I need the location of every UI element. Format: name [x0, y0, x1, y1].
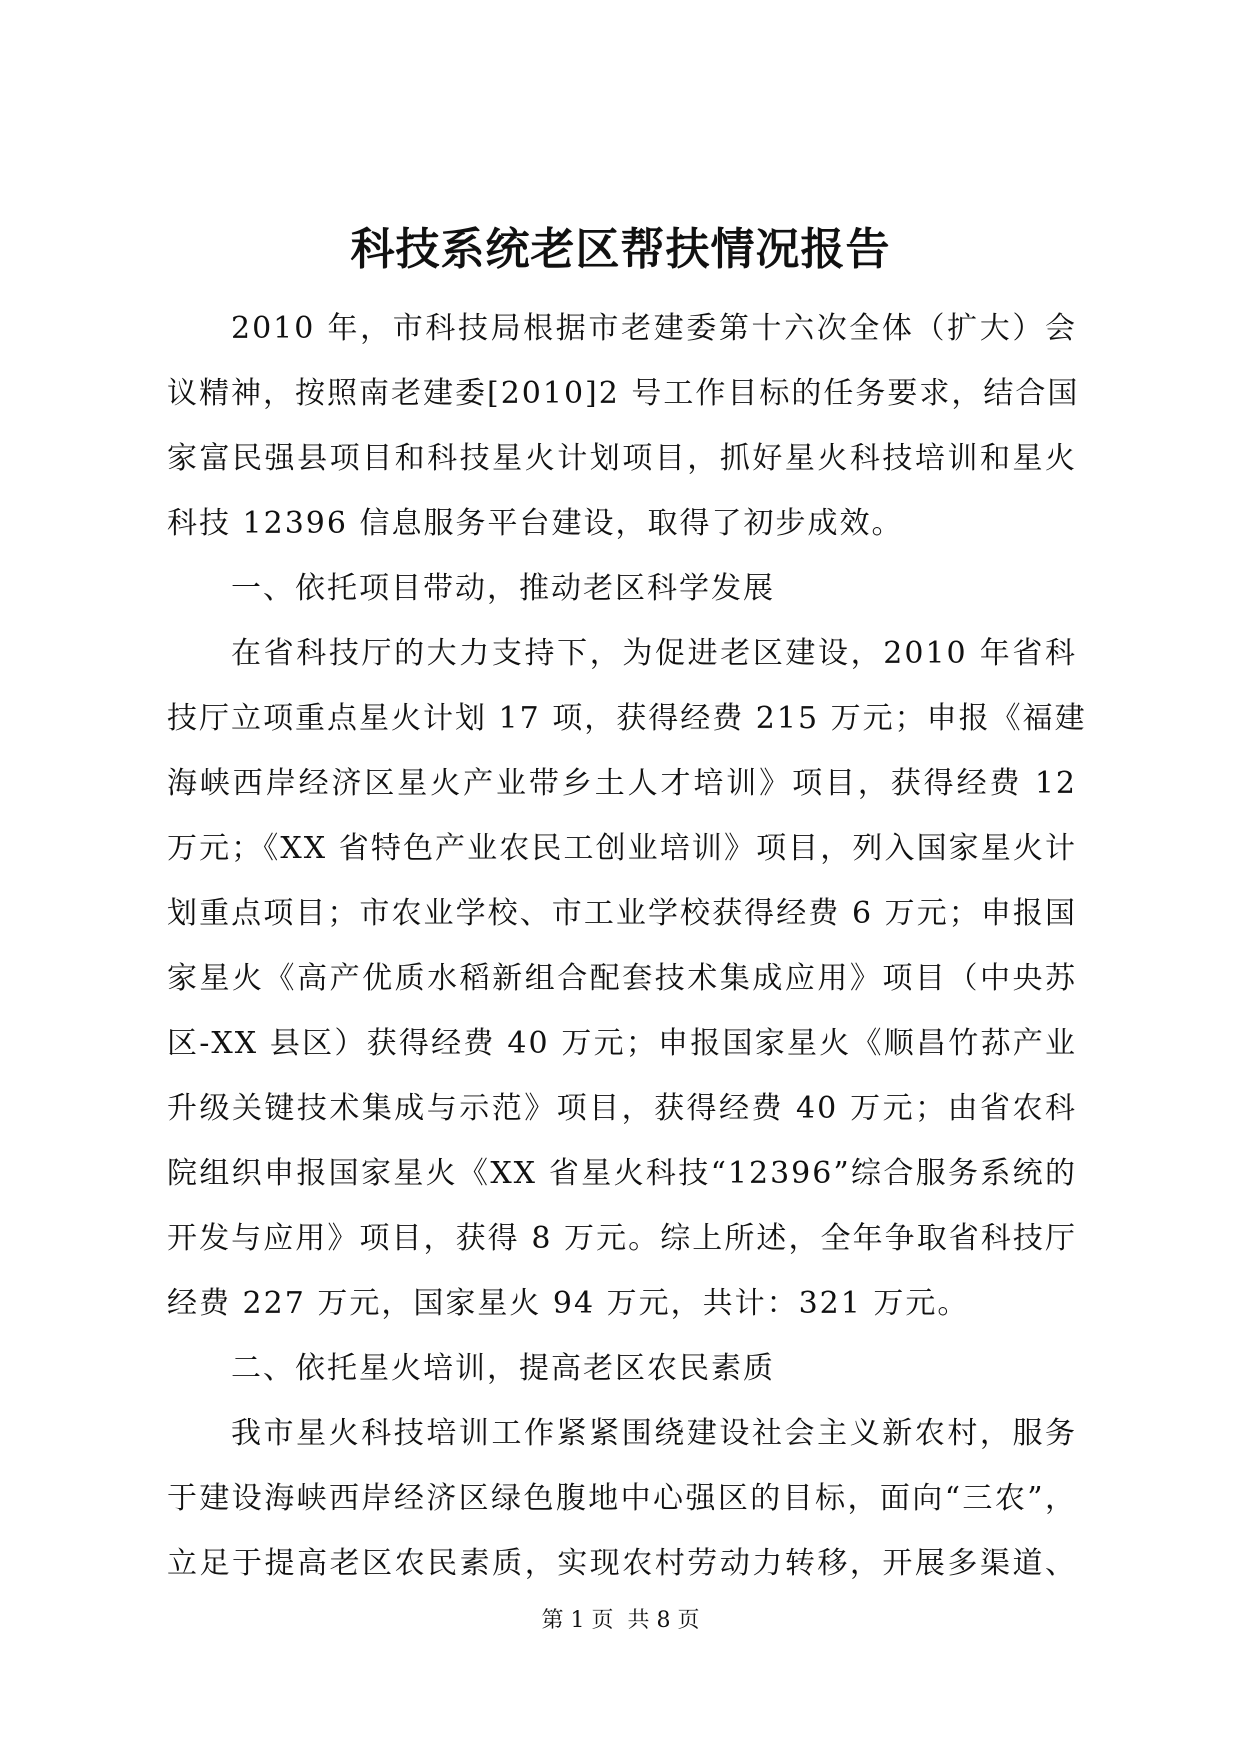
- body-line: 升级关键技术集成与示范》项目，获得经费 40 万元；由省农科: [167, 1091, 1077, 1126]
- body-line: 一、依托项目带动，推动老区科学发展: [231, 571, 775, 606]
- body-line: 技厅立项重点星火计划 17 项，获得经费 215 万元；申报《福建: [167, 701, 1087, 736]
- body-line: 在省科技厅的大力支持下，为促进老区建设，2010 年省科: [231, 636, 1077, 671]
- body-line: 海峡西岸经济区星火产业带乡土人才培训》项目，获得经费 12: [167, 766, 1077, 801]
- body-line: 议精神，按照南老建委[2010]2 号工作目标的任务要求，结合国: [167, 376, 1080, 411]
- body-line: 二、依托星火培训，提高老区农民素质: [231, 1351, 775, 1386]
- page-number-label: 第 1 页 共 8 页: [541, 1608, 700, 1633]
- body-line: 科技 12396 信息服务平台建设，取得了初步成效。: [167, 506, 904, 541]
- body-line: 于建设海峡西岸经济区绿色腹地中心强区的目标，面向“三农”，: [167, 1481, 1077, 1516]
- body-line: 划重点项目；市农业学校、市工业学校获得经费 6 万元；申报国: [167, 896, 1077, 931]
- body-line: 区-XX 县区）获得经费 40 万元；申报国家星火《顺昌竹荪产业: [167, 1026, 1077, 1061]
- body-line: 经费 227 万元，国家星火 94 万元，共计：321 万元。: [167, 1286, 970, 1321]
- body-line: 我市星火科技培训工作紧紧围绕建设社会主义新农村，服务: [231, 1416, 1077, 1451]
- body-line: 开发与应用》项目，获得 8 万元。综上所述，全年争取省科技厅: [167, 1221, 1077, 1256]
- body-line: 院组织申报国家星火《XX 省星火科技“12396”综合服务系统的: [167, 1156, 1077, 1191]
- body-line: 立足于提高老区农民素质，实现农村劳动力转移，开展多渠道、: [167, 1546, 1077, 1581]
- page-footer: [0, 1606, 1241, 1636]
- document-title: 科技系统老区帮扶情况报告: [350, 224, 891, 275]
- body-line: 2010 年，市科技局根据市老建委第十六次全体（扩大）会: [231, 311, 1077, 346]
- body-line: 家富民强县项目和科技星火计划项目，抓好星火科技培训和星火: [167, 441, 1077, 476]
- body-line: 万元；《XX 省特色产业农民工创业培训》项目，列入国家星火计: [167, 831, 1077, 866]
- body-line: 家星火《高产优质水稻新组合配套技术集成应用》项目（中央苏: [167, 961, 1077, 996]
- document-body: [167, 296, 1087, 1596]
